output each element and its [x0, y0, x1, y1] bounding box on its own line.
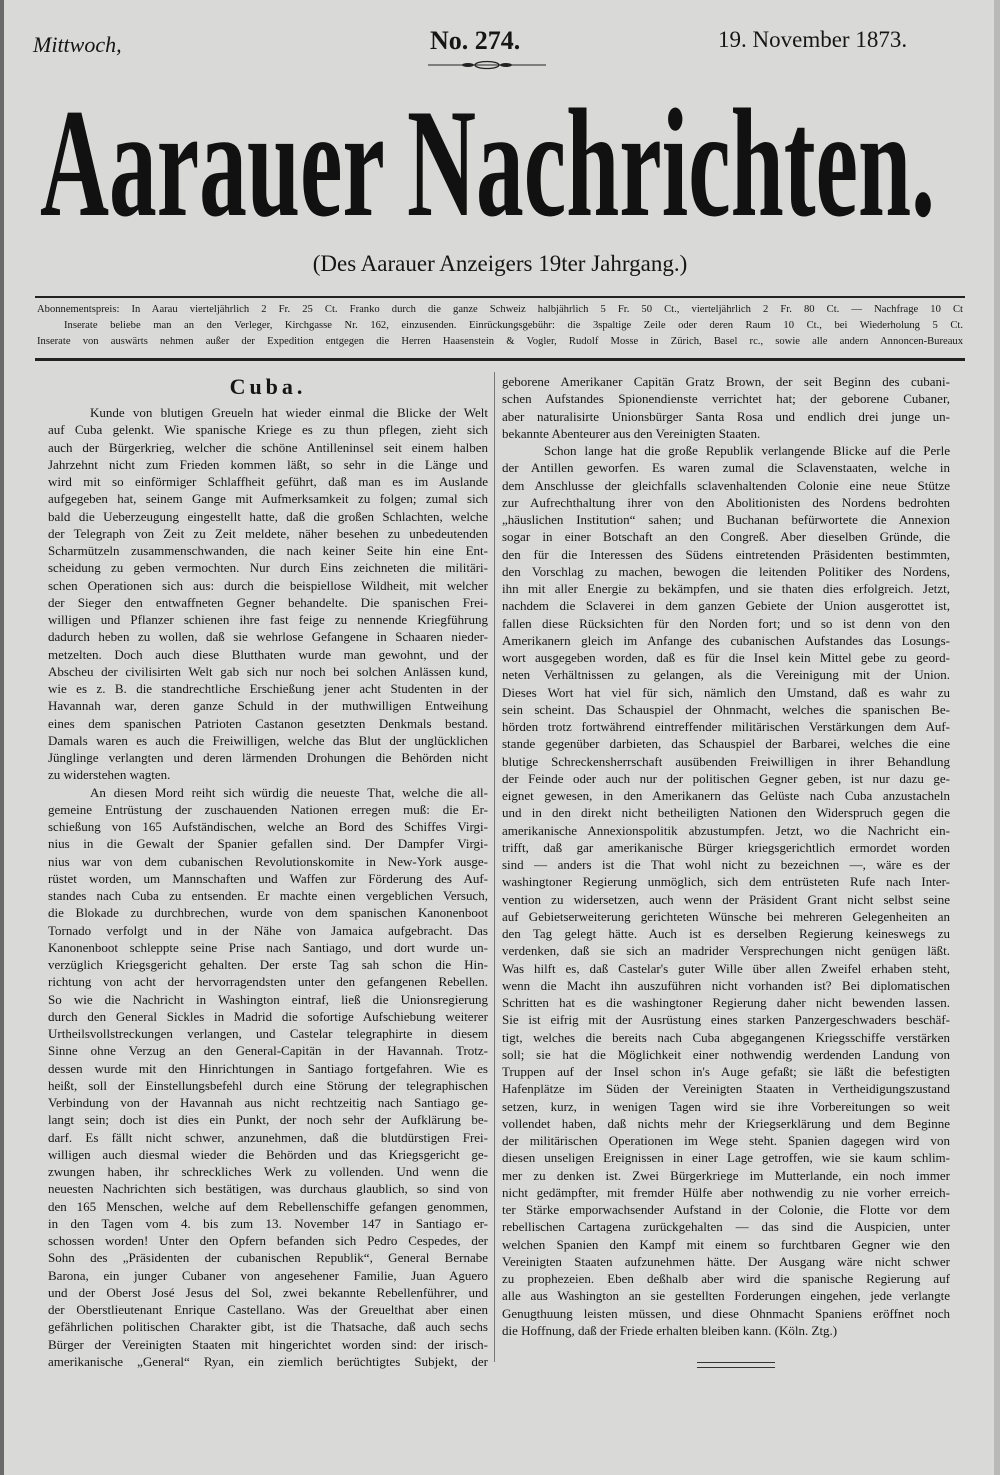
text-line: den für die Interessen des Südens eintretenden Präsidenten bestimmten,	[502, 546, 950, 562]
text-line: auf Cuba gelenkt. Wie spanische Kriege es zu thun pflegen, zieht sich	[48, 422, 488, 438]
text-line: Scharmützeln zusammenschwanden, die nach keiner Seite hin eine Ent-	[48, 543, 488, 558]
text-line: blutige Schreckensherrschaft ausübenden Freiwilligen in ihrer Behandlung	[502, 753, 950, 769]
text-line: Jahrzehnt nicht zum Frieden kommen läßt, so sehr in die Länge und	[48, 456, 488, 472]
text-line: Barona, ein junger Cubaner von angesehener Familie, Juan Aguero	[48, 1267, 488, 1283]
text-line: Jünglinge verlangten und deren lärmenden Drohungen die Behörden nicht	[48, 750, 488, 765]
text-line: ter Stärke emporwachsender Aufstand in der Colonie, die Flotte vor dem	[502, 1202, 950, 1217]
text-line: trifft, daß gar amerikanische Bürger kriegsgerichtlich ermordet worden	[502, 839, 950, 855]
text-line: der Telegraph von Zeit zu Zeit meldete, näher besehen zu unbedeutenden	[48, 525, 488, 541]
text-line: in den Tagen vom 4. bis zum 13. November 147 in Santiago er-	[48, 1215, 488, 1231]
subscription-notice	[37, 302, 963, 350]
text-line: Dieses Wort hat viel für sich, nämlich den Umstand, daß es wahr zu	[502, 684, 950, 700]
text-line: verzüglich Kriegsgericht gehalten. Der erste Tag sah schon die Hin-	[48, 957, 488, 972]
column-divider	[494, 372, 495, 1362]
text-line: willigen auch diesmal wieder die Behörden und das Kriegsgericht ge-	[48, 1146, 488, 1162]
text-line: tigt, welches die bereits nach Cuba abgegangenen Kriegsschiffe verstärken	[502, 1029, 950, 1045]
paragraph	[48, 404, 488, 784]
text-line: nius in die Gewalt der Spanier gefallen sind. Der Dampfer Virgi-	[48, 836, 488, 852]
text-line: der Sieger den entwaffneten Gegner behandelte. Die spanischen Frei-	[48, 594, 488, 610]
text-line: Havannah war, deren ganze Schuld in der muthwilligen Entweihung	[48, 698, 488, 714]
text-line: die Hoffnung, daß der Friede erhalten bleiben kann. (Köln. Ztg.)	[502, 1322, 838, 1338]
masthead-text: Aarauer Nachrichten.	[40, 80, 935, 240]
text-line: schen Operationen sich aus: durch die beispiellose Wildheit, mit welcher	[48, 577, 488, 593]
text-line: sind — anders ist die That wohl nicht zu bezeichnen —, wäre es der	[502, 857, 950, 872]
text-line: „häuslichen Institution“ sahen; und Buchanan befürwortete die Annexion	[502, 512, 950, 527]
text-line: washingtoner Regierung unmöglich, sich dem entrüsteten Rufe nach Inter-	[502, 874, 950, 890]
text-line: der militärischen Operationen im Wege steht. Spanien dagegen wird von	[502, 1133, 950, 1148]
text-line: darf. Es fällt nicht schwer, anzunehmen, daß die blutdürstigen Frei-	[48, 1129, 488, 1145]
text-line: vollendet haben, daß nichts mehr der Kriegserklärung und dem Beginne	[502, 1115, 950, 1131]
text-line: aber naturalisirte Unionsbürger Santa Rosa und endlich drei junge un-	[502, 408, 950, 424]
text-line: dessen wurde mit den Hinrichtungen in Santiago fortgefahren. Wie es	[48, 1060, 488, 1076]
text-line: zwungen haben, ihr schreckliches Werk zu vollenden. Und wenn die	[48, 1164, 488, 1179]
text-line: schießung von 165 Aufständischen, welche an Bord des Schiffes Virgi-	[48, 819, 488, 834]
rule-bottom	[35, 358, 965, 361]
text-line: wenn die Macht ihn auszuführen nicht vorhanden ist? Bei diplomatischen	[502, 977, 950, 993]
text-line: bald die Ueberzeugung eingestellt hatte, daß die großen Schlachten, welche	[48, 508, 488, 524]
masthead-title	[40, 80, 940, 240]
text-line: sein scheint. Das Schauspiel der Ohnmacht, welches die spanischen Be-	[502, 701, 950, 717]
text-line: Sohn des „Präsidenten der cubanischen Republik“, General Bernabe	[48, 1250, 488, 1266]
article-title: Cuba.	[229, 374, 307, 399]
text-line: wird mit so einförmiger Schlaffheit geführt, daß man es im Auslande	[48, 474, 488, 489]
text-line: eines dem spanischen Patrioten Castanon gesetzten Denkmals bestand.	[48, 715, 488, 731]
text-line: Genugthuung leisten müssen, und diese Ohnmacht Spaniens eröffnet noch	[502, 1305, 950, 1321]
text-line: zu widerstehen wagten.	[48, 767, 171, 783]
text-line: eignet gewesen, in den Amerikanern das Gelüste nach Cuba anzustacheln	[502, 788, 950, 803]
text-line: amerikanische Annexionspolitik abzustumpfen. Jetzt, wo die Nachricht ein-	[502, 822, 950, 838]
text-line: standes nach Cuba zu entsenden. Er machte einen vergeblichen Versuch,	[48, 888, 488, 903]
paragraph	[502, 442, 950, 1339]
text-line: nachdem die Sclaverei in dem ganzen Gebiete der Union ausgerottet ist,	[502, 598, 950, 614]
text-line: Vereinigten Staaten aufzunehmen hätte. Der Ausgang wäre nicht schwer	[502, 1253, 950, 1269]
text-line: gefährlichen politischen Charakter gibt, ist die Thatsache, daß auch sechs	[48, 1319, 488, 1335]
text-line: und in den direkt nicht betheiligten Nationen den Widerspruch gegen die	[502, 805, 950, 821]
text-line: Sinne ohne Verzug an den General-Capitän in der Havannah. Trotz-	[48, 1043, 488, 1059]
notice-line: Inserate von auswärts nehmen außer der Expedition entgegen die Herren Haasenstein & Vogler, Rudolf Mosse in Zürich, Basel rc., sowie alle andern Annoncen-Bureaux	[37, 336, 963, 347]
text-line: Abscheu der civilisirten Welt gab sich nur noch bei solchen Anlässen kund,	[48, 663, 488, 679]
text-line: den 165 Menschen, welche auf dem Rebellenschiffe gefangen genommen,	[48, 1198, 488, 1214]
text-line: nicht gedämpfter, mit fremder Hülfe aber nothwendig zu nie vorher erreich-	[502, 1184, 950, 1200]
text-line: vention zu widersetzen, auch wenn der Präsident Grant nicht selbst seine	[502, 891, 950, 907]
issue-number: No. 274.	[430, 26, 521, 55]
text-line: Tornado verfolgt und in der Nähe von Jamaica aufgebracht. Das	[48, 922, 488, 938]
text-line: mer zu denken ist. Zwei Bürgerkriege im Mutterlande, ein noch immer	[502, 1167, 950, 1183]
text-line: und der Oberst José Jesus del Sol, zwei bekannte Rebellenführer, und	[48, 1284, 488, 1300]
text-line: den Vorschlag zu machen, bewogen die leitenden Politiker des Nordens,	[502, 563, 950, 579]
scan-edge-right	[994, 0, 1000, 1475]
text-line: den Tag gelegt hätte. Auch ist es derselben Regierung keineswegs zu	[502, 926, 950, 941]
text-line: setzen, kurz, in wenigen Tagen wird sie ihre Vorbereitungen so weit	[502, 1098, 950, 1114]
text-line: zu prophezeien. Eben deßhalb aber wird die spanische Regierung auf	[502, 1271, 950, 1286]
text-line: auch der Bürgerkrieg, welcher die schöne Antilleninsel seit einem halben	[48, 439, 488, 455]
text-line: sogar in einer Botschaft an den Congreß. Aber dieselben Gründe, die	[502, 529, 950, 545]
text-line: durch den General Sickles in Madrid die sofortige Aufschiebung weiterer	[48, 1008, 488, 1024]
text-line: ihn mit aller Energie zu bekämpfen, und sie thaten dies erfolgreich. Jetzt,	[502, 581, 950, 596]
text-line: der Antillen geworfen. Es waren zumal die Sclavenstaaten, welche in	[502, 460, 950, 476]
text-line: stande gegenüber darbieten, das Schauspiel der Barbarei, welches die eine	[502, 736, 950, 752]
text-line: alle aus Washington an sie gestellten Forderungen eingehen, jede verlangte	[502, 1288, 950, 1304]
subtitle: (Des Aarauer Anzeigers 19ter Jahrgang.)	[312, 251, 688, 276]
text-line: So wie die Nachricht in Washington eintraf, ließ die Unionsregierung	[48, 991, 488, 1007]
text-line: An diesen Mord reiht sich würdig die neueste That, welche die all-	[90, 784, 488, 800]
text-line: schen Aufstandes Spionendienste verrichtet hat; der geborene Cubaner,	[502, 391, 950, 407]
text-line: dem Anschlusse der gleichfalls sclavenhaltenden Colonie eine neue Stütze	[502, 477, 950, 493]
text-line: verdenken, daß sie sich an madrider Versprechungen nicht genügen läßt.	[502, 943, 950, 959]
weekday: Mittwoch,	[33, 32, 122, 57]
notice-line: Abonnementspreis: In Aarau vierteljährlich 2 Fr. 25 Ct. Franko durch die ganze Schweiz halbjährlich 5 Fr. 50 Ct., vierteljährlich 2 Fr. 80 Ct. — Nachfrage 10 Ct	[37, 304, 963, 315]
text-line: geborene Amerikaner Capitän Gratz Brown, der seit Beginn des cubani-	[502, 374, 950, 389]
text-line: Truppen auf der Insel schon in's Auge gefaßt; sie läßt die befestigten	[502, 1064, 950, 1079]
text-line: rebellischen Cartagena zurückgehalten — das sind die Auspicien, unter	[502, 1219, 950, 1235]
text-line: Hafenplätze im Süden der Vereinigten Staaten in Vertheidigungszustand	[502, 1081, 950, 1097]
column-left	[48, 404, 488, 1370]
text-line: willigen und Pflanzer schienen ihre fast feige zu nennende Kriegführung	[48, 612, 488, 627]
text-line: Sie ist eifrig mit der Ausrüstung eines starken Panzergeschwaders beschäf-	[502, 1012, 950, 1028]
text-line: Amerikanern gleich im Anfange des cubanischen Aufstandes das Losungs-	[502, 632, 950, 648]
text-line: gemeine Entrüstung der zuschauenden Nationen erregen muß: die Er-	[48, 801, 488, 817]
text-line: der Feinde oder auch nur der politischen Gegner geben, ist nur dazu ge-	[502, 770, 950, 786]
text-line: heißt, soll der Einstellungsbefehl durch eine Störung der telegraphischen	[48, 1077, 488, 1093]
text-line: langt sein; doch ist dies ein Punkt, der noch sehr der Aufklärung be-	[48, 1112, 488, 1128]
text-line: wort ausgegeben worden, daß es für die Insel kein Mittel gebe zu geord-	[502, 650, 950, 665]
text-line: richtung von acht der hervorragendsten unter den gefangenen Rebellen.	[48, 974, 488, 990]
text-line: zur Aufrechthaltung ihrer von den Abolitionisten des Nordens bedrohten	[502, 494, 950, 510]
text-line: metzelten. Doch auch diese Blutthaten wurde man gewohnt, und der	[48, 646, 488, 662]
text-line: Kanonenboot schleppte seine Prise nach Santiago, und dort wurde un-	[48, 939, 488, 955]
ornament-divider	[428, 60, 546, 70]
text-line: amerikanische „General“ Ryan, ein ziemlich berüchtigtes Subjekt, der	[48, 1353, 488, 1369]
issue-date: 19. November 1873.	[718, 27, 908, 52]
text-line: Bürger der Vereinigten Staaten mit hingerichtet worden sind: der irisch-	[48, 1336, 488, 1352]
text-line: neuesten Nachrichten sich bestätigen, was durchaus glaublich, so sind von	[48, 1181, 488, 1197]
text-line: rüstet worden, um Mannschaften und Waffen zur Förderung des Auf-	[48, 870, 488, 886]
notice-line: Inserate beliebe man an den Verleger, Kirchgasse Nr. 162, einzusenden. Einrückungsgebühr: die 3spaltige Zeile oder deren Raum 10 Ct., bei Wiederholung 5 Ct.	[64, 320, 963, 331]
text-line: Schritten hat es die washingtoner Regierung daher nicht bewenden lassen.	[502, 995, 950, 1010]
column-right	[502, 373, 950, 1339]
text-line: hörden trotz fortwährend eintreffender militärischen Verstärkungen dem Auf-	[502, 719, 950, 734]
text-line: aufgegeben hat, seinem Gange mit Aufmerksamkeit zu folgen; zumal sich	[48, 491, 488, 507]
text-line: soll; sie hat die Möglichkeit einer nothwendig werdenden Landung von	[502, 1046, 950, 1062]
text-line: dadurch heben zu wollen, daß sie wehrlose Gefangene in Schaaren nieder-	[48, 629, 488, 645]
text-line: diesen unseligen Ereignissen in einer Lage getroffen, wie sie kaum schlim-	[502, 1150, 950, 1166]
text-line: scheidung zu geben vermochten. Nur durch Eins zeichneten die militäri-	[48, 560, 488, 576]
text-line: Was hilft es, daß Castelar's guter Wille über allen Zweifel erhaben steht,	[502, 960, 950, 976]
paragraph	[48, 784, 488, 1371]
text-line: Urtheilsvollstreckungen verlangen, und Castelar telegraphirte in diesem	[48, 1026, 488, 1041]
text-line: wie es z. B. die standrechtliche Erschießung jener acht Studenten in der	[48, 681, 488, 696]
text-line: fallen diese Rücksichten für den Norden fort; und so ist denn von den	[502, 615, 950, 631]
text-line: Damals waren es auch die Freiwilligen, welche das Blut der unglücklichen	[48, 732, 488, 748]
text-line: auf Gebietserweiterung gerichteten Wünsche bei mehreren Gelegenheiten an	[502, 908, 950, 924]
article-end-rule	[697, 1362, 775, 1368]
text-line: die Blokade zu durchbrechen, wurde von dem spanischen Kanonenboot	[48, 905, 488, 921]
text-line: bekannte Abenteurer aus den Vereinigten Staaten.	[502, 425, 761, 441]
text-line: neten Verhältnissen zu gelangen, als die Vereinigung mit der Union.	[502, 667, 950, 683]
paragraph	[502, 373, 950, 442]
scan-edge-left	[0, 0, 4, 1475]
text-line: schossen worden! Unter den Opfern befanden sich Pedro Cespedes, der	[48, 1233, 488, 1248]
text-line: nius war von dem cubanischen Revolutionskomite in New-York ausge-	[48, 853, 488, 869]
text-line: Kunde von blutigen Greueln hat wieder einmal die Blicke der Welt	[90, 405, 488, 420]
text-line: Verbindung von der Havannah aus nicht rechtzeitig nach Santiago ge-	[48, 1095, 488, 1110]
text-line: welchen Spanien den Kampf mit einem so furchtbaren Gegner wie den	[502, 1236, 950, 1252]
text-line: Schon lange hat die große Republik verlangende Blicke auf die Perle	[544, 443, 950, 458]
rule-top	[35, 296, 965, 298]
text-line: der Oberstlieutenant Enrique Castellano. Was der Greuelthat aber einen	[48, 1302, 488, 1317]
